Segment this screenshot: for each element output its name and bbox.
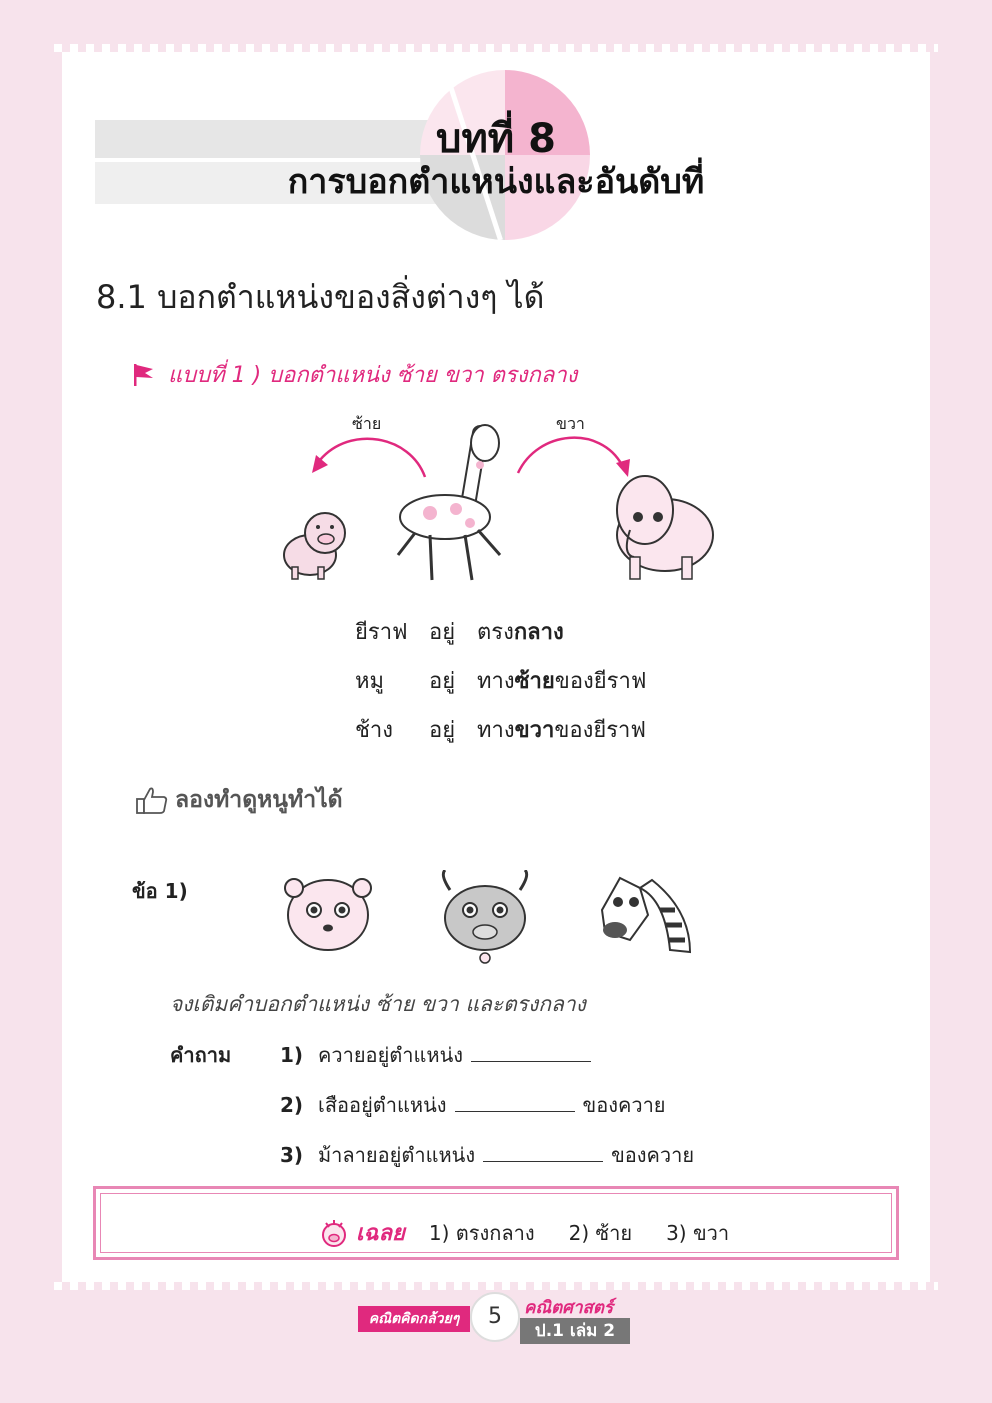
buffalo-icon (443, 870, 526, 963)
question-row: 1) ควายอยู่ตำแหน่ง (280, 1039, 599, 1071)
answer-item: 2) ซ้าย (568, 1220, 633, 1245)
statement-row: ยีราฟ อยู่ ตรง กลาง (355, 620, 564, 645)
animal-faces (280, 870, 720, 970)
practice-heading: ลองทำดูหนูทำได้ (135, 782, 343, 818)
animals-illustration (270, 405, 740, 590)
tiger-icon (285, 879, 371, 950)
answer-item: 1) ตรงกลาง (428, 1220, 535, 1245)
answer-label: เฉลย (356, 1221, 405, 1246)
direction-right-label: ขวา (556, 414, 585, 433)
chapter-title: การบอกตำแหน่งและอันดับที่ (287, 162, 705, 202)
question-number: ข้อ 1) (132, 879, 188, 903)
footer-grade: ป.1 เล่ม 2 (520, 1318, 630, 1344)
left-arrow-icon (320, 439, 425, 477)
questions-label: คำถาม (170, 1043, 232, 1067)
statement-list (355, 608, 646, 755)
elephant-icon (617, 476, 713, 579)
chapter-number: บทที่ 8 (436, 116, 556, 162)
flag-icon (132, 362, 156, 388)
answer-blank[interactable] (455, 1093, 575, 1112)
giraffe-icon (398, 425, 500, 580)
answer-line (320, 1215, 755, 1250)
page-number: 5 (470, 1292, 520, 1342)
footer-subject: คณิตศาสตร์ (524, 1298, 614, 1318)
statement-row: ช้าง อยู่ ทาง ขวา ของยีราฟ (355, 718, 646, 743)
thumbs-up-icon (135, 785, 169, 815)
statement-row: หมู อยู่ ทาง ซ้าย ของยีราฟ (355, 669, 647, 694)
zebra-icon (602, 878, 690, 952)
direction-left-label: ซ้าย (352, 414, 382, 433)
footer-series: คณิตคิดกล้วยๆ (358, 1306, 470, 1332)
instruction-text: จงเติมคำบอกตำแหน่ง ซ้าย ขวา และตรงกลาง (170, 992, 586, 1016)
question-row: 3) ม้าลายอยู่ตำแหน่ง ของควาย (280, 1143, 695, 1167)
question-row: 2) เสืออยู่ตำแหน่ง ของควาย (280, 1093, 666, 1117)
page-footer (358, 1292, 630, 1346)
pig-face-icon (320, 1218, 348, 1248)
answer-blank[interactable] (471, 1043, 591, 1062)
pattern-label: แบบที่ 1 ) บอกตำแหน่ง ซ้าย ขวา ตรงกลาง (168, 363, 578, 388)
pig-icon (284, 513, 345, 579)
section-title: 8.1 บอกตำแหน่งของสิ่งต่างๆ ได้ (96, 278, 545, 316)
answer-item: 3) ขวา (666, 1220, 730, 1245)
pattern-heading (132, 357, 577, 392)
right-arrow-icon (518, 438, 622, 473)
answer-blank[interactable] (483, 1143, 603, 1162)
